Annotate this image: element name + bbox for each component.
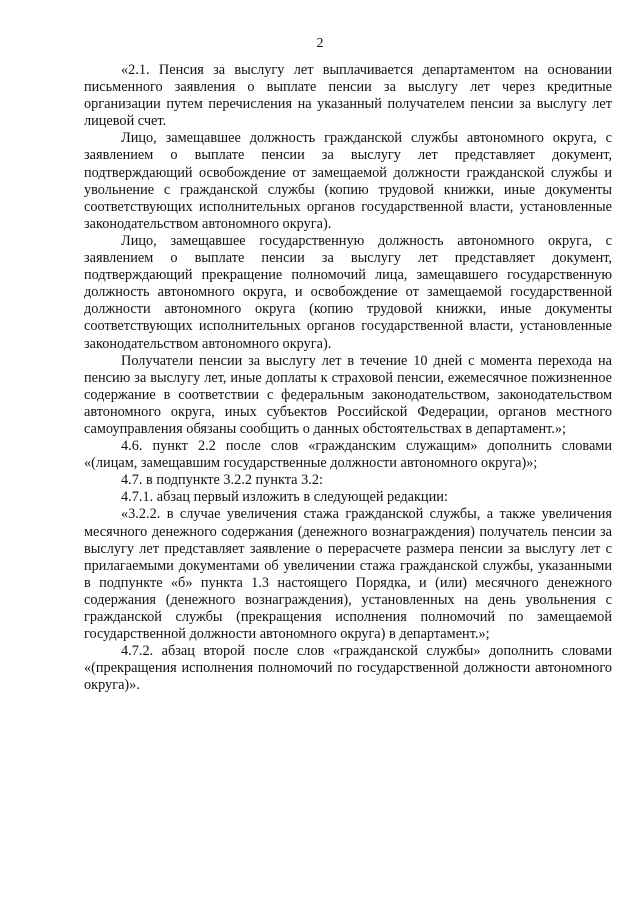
paragraph-4-6: 4.6. пункт 2.2 после слов «гражданским служащим» дополнить словами «(лицам, замещавшим государственные должности автономного округа)»; — [84, 438, 612, 472]
paragraph-state-position-person: Лицо, замещавшее государственную должность автономного округа, с заявлением о выплате пенсии за выслугу лет представляет документ, подтверждающий прекращение полномочий лица, замещавшего государственную должность автономного округа, и освобождение от замещаемой государственной должности автономного округа (копию трудовой книжки, иные документы соответствующих исполнительных органов государственной власти, установленные законодательством автономного округа). — [84, 232, 612, 352]
paragraph-pension-recipients: Получатели пенсии за выслугу лет в течение 10 дней с момента перехода на пенсию за выслугу лет, иные доплаты к страховой пенсии, ежемесячное пожизненное содержание в соответствии с федеральным законодательством, законодательством автономного округа, иных субъектов Российской Федерации, органов местного самоуправления обязаны сообщить о данных обстоятельствах в департамент.»; — [84, 352, 612, 437]
paragraph-civil-service-person: Лицо, замещавшее должность гражданской службы автономного округа, с заявлением о выплате пенсии за выслугу лет представляет документ, подтверждающий освобождение от замещаемой должности гражданской службы и увольнение с гражданской службы (копию трудовой книжки, иные документы соответствующих исполнительных органов государственной власти, установленные законодательством автономного округа). — [84, 130, 612, 232]
page-number: 2 — [316, 36, 324, 51]
document-body — [84, 62, 612, 694]
paragraph-3-2-2: «3.2.2. в случае увеличения стажа гражданской службы, а также увеличения месячного денежного содержания (денежного вознаграждения) получатель пенсии за выслугу лет представляет заявление о перерасчете размера пенсии за выслугу лет с прилагаемыми документами об увеличении стажа гражданской службы, указанными в подпункте «б» пункта 1.3 настоящего Порядка, и (или) месячного денежного содержания (денежного вознаграждения), установленных на день увольнения с гражданской службы (прекращения исполнения полномочий по замещаемой государственной должности автономного округа) в департамент.»; — [84, 506, 612, 643]
paragraph-4-7: 4.7. в подпункте 3.2.2 пункта 3.2: — [121, 472, 323, 489]
paragraph-4-7-1: 4.7.1. абзац первый изложить в следующей редакции: — [121, 489, 448, 506]
paragraph-4-7-2: 4.7.2. абзац второй после слов «гражданской службы» дополнить словами «(прекращения исполнения полномочий по государственной должности автономного округа)». — [84, 643, 612, 694]
paragraph-2-1: «2.1. Пенсия за выслугу лет выплачивается департаментом на основании письменного заявления о выплате пенсии за выслугу лет через кредитные организации путем перечисления на указанный получателем пенсии за выслугу лет лицевой счет. — [84, 62, 612, 130]
